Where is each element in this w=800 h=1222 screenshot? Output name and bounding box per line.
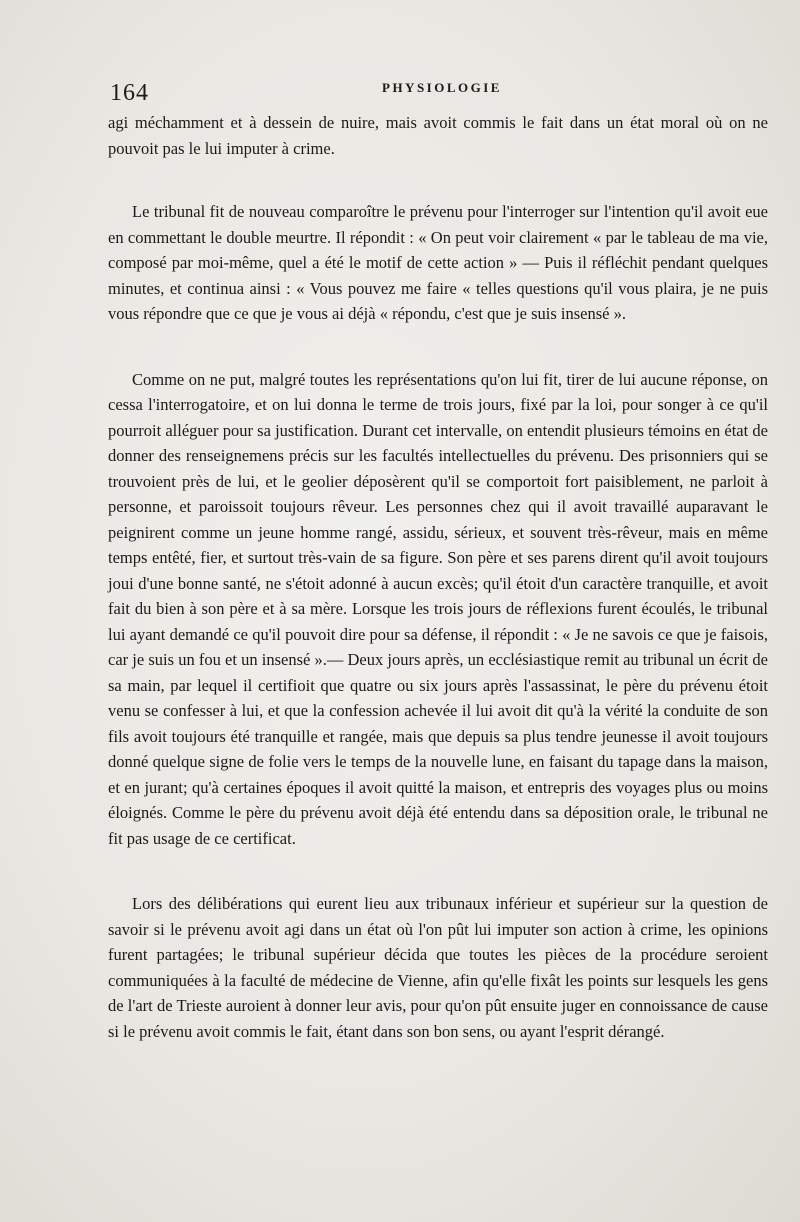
- paragraph-continuation: agi méchamment et à dessein de nuire, mais avoit commis le fait dans un état moral où on ne pouvoit pas le lui imputer à crime.: [108, 113, 768, 158]
- paragraph-witnesses: Comme on ne put, malgré toutes les représentations qu'on lui fit, tirer de lui aucune réponse, on cessa l'interrogatoire, et on lui donna le terme de trois jours, fixé par la loi, pour songer à ce qu'il pourroit alléguer pour sa justification. Durant cet intervalle, on entendit plusieurs témoins en état de donner des renseignemens précis sur les facultés intellectuelles du prévenu. Des prisonniers qui se trouvoient près de lui, et le geolier déposèrent qu'il se comportoit fort paisiblement, ne parloit à personne, et paroissoit toujours rêveur. Les personnes chez qui il avoit travaillé auparavant le peignirent comme un jeune homme rangé, assidu, sérieux, et souvent très-rêveur, mais en même temps entêté, fier, et surtout très-vain de sa figure. Son père et ses parens dirent qu'il avoit toujours joui d'une bonne santé, ne s'étoit adonné à aucun excès; qu'il étoit d'un caractère tranquille, et avoit fait du bien à son père et à sa mère. Lorsque les trois jours de réflexions furent écoulés, le tribunal lui ayant demandé ce qu'il pouvoit dire pour sa défense, il répondit : « Je ne savois ce que je faisois, car je suis un fou et un insensé ».— Deux jours après, un ecclésiastique remit au tribunal un écrit de sa main, par lequel il certifioit que quatre ou six jours après l'assassinat, le père du prévenu étoit venu se confesser à lui, et que la confession achevée il lui avoit dit qu'à la vérité la conduite de son fils avoit toujours été tranquille et rangée, mais que depuis sa plus tendre jeunesse il avoit toujours donné quelque signe de folie vers le temps de la nouvelle lune, en faisant du tapage dans la maison, et en jurant; qu'à certaines époques il avoit quitté la maison, et entrepris des voyages plus ou moins éloignés. Comme le père du prévenu avoit déjà été entendu dans sa déposition orale, le tribunal ne fit pas usage de ce certificat.: [108, 369, 768, 848]
- paragraph-interrogation: Le tribunal fit de nouveau comparoître le prévenu pour l'interroger sur l'intention qu'il avoit eue en commettant le double meurtre. Il répondit : « On peut voir clairement « par le tableau de ma vie, composé par moi-même, quel a été le motif de cette action » — Puis il réfléchit pendant quelques minutes, et continua ainsi : « Vous pouvez me faire « telles questions qu'il vous plaira, je ne puis vous répondre que ce que je vous ai déjà « répondu, c'est que je suis insensé ».: [108, 202, 768, 323]
- page-header: [110, 74, 770, 114]
- page-number: 164: [110, 80, 149, 106]
- running-head: PHYSIOLOGIE: [382, 80, 502, 95]
- body-text: [108, 110, 768, 1044]
- paragraph-deliberations: Lors des délibérations qui eurent lieu aux tribunaux inférieur et supérieur sur la question de savoir si le prévenu avoit agi dans un état où l'on pût lui imputer son action à crime, les opinions furent partagées; le tribunal supérieur décida que toutes les pièces de la procédure seroient communiquées à la faculté de médecine de Vienne, afin qu'elle fixât les points sur lesquels les gens de l'art de Trieste auroient à donner leur avis, pour qu'on pût ensuite juger en connoissance de cause si le prévenu avoit commis le fait, étant dans son bon sens, ou ayant l'esprit dérangé.: [108, 894, 768, 1041]
